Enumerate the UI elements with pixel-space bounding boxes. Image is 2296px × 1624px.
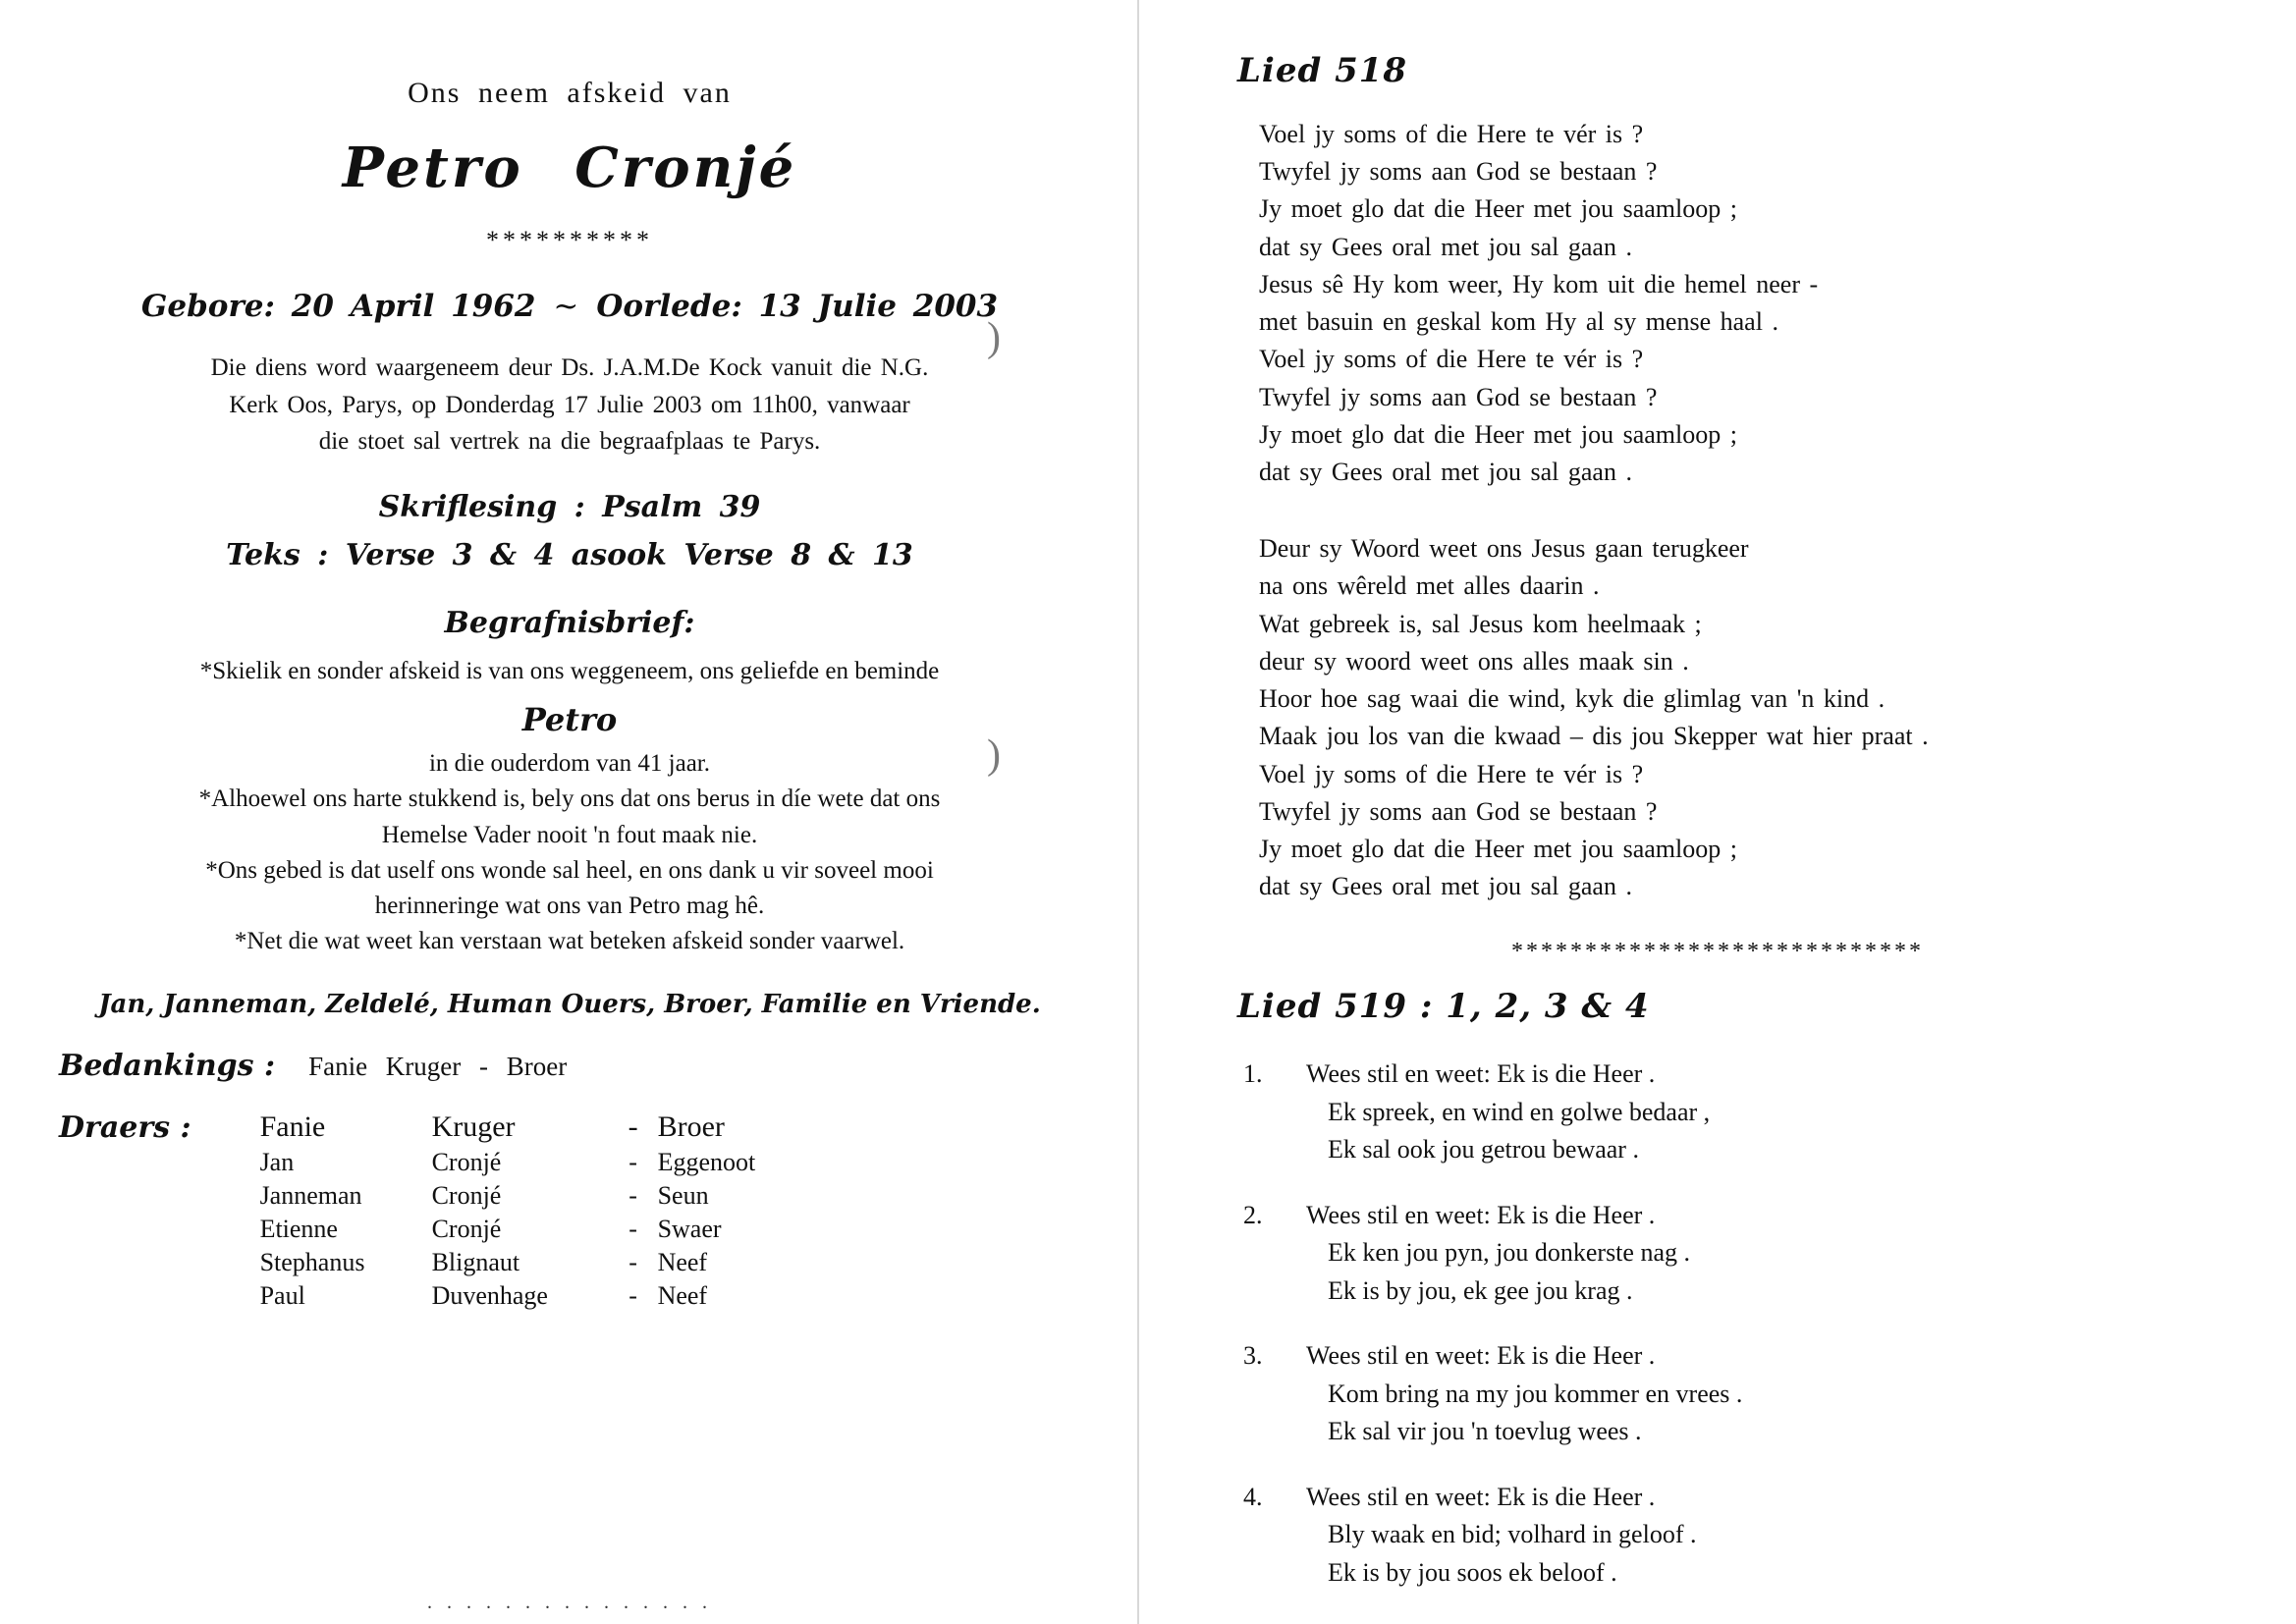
pallbearers-label: Draers : [59,1110,191,1145]
died-value: 13 Julie 2003 [758,289,999,324]
hymn-line: Twyfel jy soms aan God se bestaan ? [1259,157,1658,187]
date-separator: ~ [553,289,579,324]
service-line-2: Kerk Oos, Parys, op Donderdag 17 Julie 2003 om 11h00, vanwaar [229,391,910,418]
bearer-first-name: Stephanus [259,1247,365,1276]
hymn-line: na ons wêreld met alles daarin . [1259,571,1600,601]
obituary-heading: Begrafnisbrief: [444,605,695,640]
hymn-line: Wees stil en weet: Ek is die Heer . [1306,1341,1656,1371]
hymn-line: Jy moet glo dat die Heer met jou saamloop ; [1259,419,1737,449]
hymn-verse [1237,1197,2257,1310]
footer-dot-divider: . . . . . . . . . . . . . . . [427,1592,712,1613]
hymn-518-verse-1 [1237,116,2257,491]
service-details [59,350,1080,460]
obituary-body [59,654,1080,960]
hymn-line: Ek sal vir jou 'n toevlug wees . [1328,1417,1642,1446]
star-divider-top: ********** [486,226,653,254]
bearer-relation: Swaer [657,1214,722,1243]
verse-lines [1306,1056,1710,1168]
left-page [0,0,1139,1624]
table-row [260,1279,756,1313]
page-title: Ons neem afskeid van [408,77,732,109]
hymn-line: Deur sy Woord weet ons Jesus gaan terugkeer [1259,534,1749,564]
sermon-text-value: Verse 3 & 4 asook Verse 8 & 13 [345,537,913,572]
bearer-dash: - [629,1214,637,1243]
bearer-dash: - [629,1147,637,1176]
scan-artifact-mark: ) [987,732,1001,778]
acknowledgements [59,1049,1080,1083]
hymn-line: dat sy Gees oral met jou sal gaan . [1259,232,1632,261]
star-divider-middle: **************************** [1511,939,1924,965]
hymn-line: Wat gebreek is, sal Jesus kom heelmaak ; [1259,609,1702,638]
bearer-relation: Neef [657,1247,708,1276]
right-page [1139,0,2296,1624]
hymn-line: Twyfel jy soms aan God se bestaan ? [1259,796,1658,826]
bearer-relation: Broer [657,1110,725,1143]
bearer-dash: - [628,1110,638,1143]
bearer-first-name: Etienne [259,1214,338,1243]
bearer-first-name: Paul [259,1280,305,1310]
bearer-last-name: Cronjé [431,1147,502,1176]
hymn-line: Wees stil en weet: Ek is die Heer . [1306,1059,1656,1089]
hymn-line: Ek ken jou pyn, jou donkerste nag . [1328,1238,1690,1268]
obituary-line-5: *Ons gebed is dat uself ons wonde sal heel, en ons dank u vir soveel mooi [205,856,934,884]
hymn-verse [1237,1337,2257,1450]
bearer-last-name: Blignaut [431,1247,520,1276]
scripture-label: Skriflesing : [378,489,585,524]
hymn-line: Ek is by jou soos ek beloof . [1328,1557,1617,1587]
bearer-last-name: Kruger [431,1110,516,1143]
obituary-name: Petro [521,700,618,738]
hymn-519-title: Lied 519 : 1, 2, 3 & 4 [1237,987,1650,1027]
scripture-value: Psalm 39 [602,489,761,524]
service-line-1: Die diens word waargeneem deur Ds. J.A.M.De Kock vanuit die N.G. [210,354,929,381]
hymn-line: Kom bring na my jou kommer en vrees . [1328,1379,1743,1408]
table-row [260,1213,756,1246]
verse-lines [1306,1479,1696,1592]
hymn-line: Voel jy soms of die Here te vér is ? [1259,759,1644,788]
hymn-line: Voel jy soms of die Here te vér is ? [1259,345,1644,374]
hymn-line: Jy moet glo dat die Heer met jou saamloop ; [1259,194,1737,224]
bearer-first-name: Jan [259,1147,295,1176]
family-signature: Jan, Janneman, Zeldelé, Human Ouers, Broer, Familie en Vriende. [98,989,1041,1019]
died-label: Oorlede: [596,289,759,324]
bearer-first-name: Janneman [259,1180,362,1210]
obituary-line-1: *Skielik en sonder afskeid is van ons weggeneem, ons geliefde en beminde [199,657,940,684]
hymn-line: met basuin en geskal kom Hy al sy mense haal . [1259,307,1778,337]
bearer-last-name: Cronjé [431,1214,502,1243]
table-row [260,1109,756,1146]
sermon-text [59,538,1080,572]
hymn-518-verse-2 [1237,530,2257,905]
acknowledgements-label: Bedankings : [59,1048,276,1083]
hymn-line: Ek sal ook jou getrou bewaar . [1328,1135,1639,1164]
hymn-line: Twyfel jy soms aan God se bestaan ? [1259,382,1658,411]
hymn-line: dat sy Gees oral met jou sal gaan . [1259,872,1632,901]
bearer-dash: - [629,1247,637,1276]
hymn-519-verses [1237,1056,2257,1592]
hymn-line: Jy moet glo dat die Heer met jou saamloop ; [1259,834,1737,863]
pallbearers-table [260,1109,756,1313]
scripture-reading [59,490,1080,524]
born-value: 20 April 1962 [291,289,536,324]
verse-number: 1. [1243,1059,1263,1089]
born-label: Gebore: [140,289,292,324]
verse-lines [1306,1197,1690,1310]
deceased-name: Petro Cronjé [342,135,797,200]
hymn-line: Voel jy soms of die Here te vér is ? [1259,120,1644,148]
obituary-line-7: *Net die wat weet kan verstaan wat beteken afskeid sonder vaarwel. [234,928,905,955]
hymn-line: Hoor hoe sag waai die wind, kyk die glimlag van 'n kind . [1259,684,1886,714]
obituary-line-3: *Alhoewel ons harte stukkend is, bely ons dat ons berus in díe wete dat ons [198,785,941,813]
hymn-verse [1237,1056,2257,1168]
hymn-line: dat sy Gees oral met jou sal gaan . [1259,457,1632,486]
table-row [260,1146,756,1179]
pallbearers-section [59,1109,1080,1313]
hymn-line: Bly waak en bid; volhard in geloof . [1328,1520,1697,1549]
hymn-line: deur sy woord weet ons alles maak sin . [1259,646,1689,676]
obituary-line-4: Hemelse Vader nooit 'n fout maak nie. [381,821,758,848]
verse-lines [1306,1337,1742,1450]
scan-artifact-mark: ) [987,315,1001,360]
verse-number: 4. [1243,1482,1263,1511]
sermon-text-label: Teks : [226,537,329,572]
service-line-3: die stoet sal vertrek na die begraafplaas te Parys. [318,428,821,455]
bearer-dash: - [629,1280,637,1310]
acknowledgements-value: Fanie Kruger - Broer [308,1051,568,1081]
hymn-line: Wees stil en weet: Ek is die Heer . [1306,1482,1656,1511]
hymn-line: Wees stil en weet: Ek is die Heer . [1306,1200,1656,1229]
bearer-last-name: Duvenhage [431,1280,548,1310]
verse-number: 3. [1243,1341,1263,1371]
hymn-line: Ek is by jou, ek gee jou krag . [1328,1275,1633,1305]
hymn-line: Ek spreek, en wind en golwe bedaar , [1328,1097,1711,1126]
bearer-relation: Seun [657,1180,709,1210]
hymn-518-title: Lied 518 [1237,51,1408,90]
bearer-relation: Eggenoot [657,1147,756,1176]
hymn-line: Maak jou los van die kwaad – dis jou Skepper wat hier praat . [1259,722,1929,751]
hymn-verse [1237,1479,2257,1592]
obituary-line-2: in die ouderdom van 41 jaar. [428,750,711,778]
bearer-relation: Neef [657,1280,708,1310]
life-dates [59,289,1080,324]
obituary-line-6: herinneringe wat ons van Petro mag hê. [374,893,765,920]
table-row [260,1246,756,1279]
bearer-last-name: Cronjé [431,1180,502,1210]
bearer-first-name: Fanie [259,1110,326,1143]
verse-number: 2. [1243,1200,1263,1229]
table-row [260,1179,756,1213]
hymn-line: Jesus sê Hy kom weer, Hy kom uit die hemel neer - [1259,269,1819,298]
bearer-dash: - [629,1180,637,1210]
